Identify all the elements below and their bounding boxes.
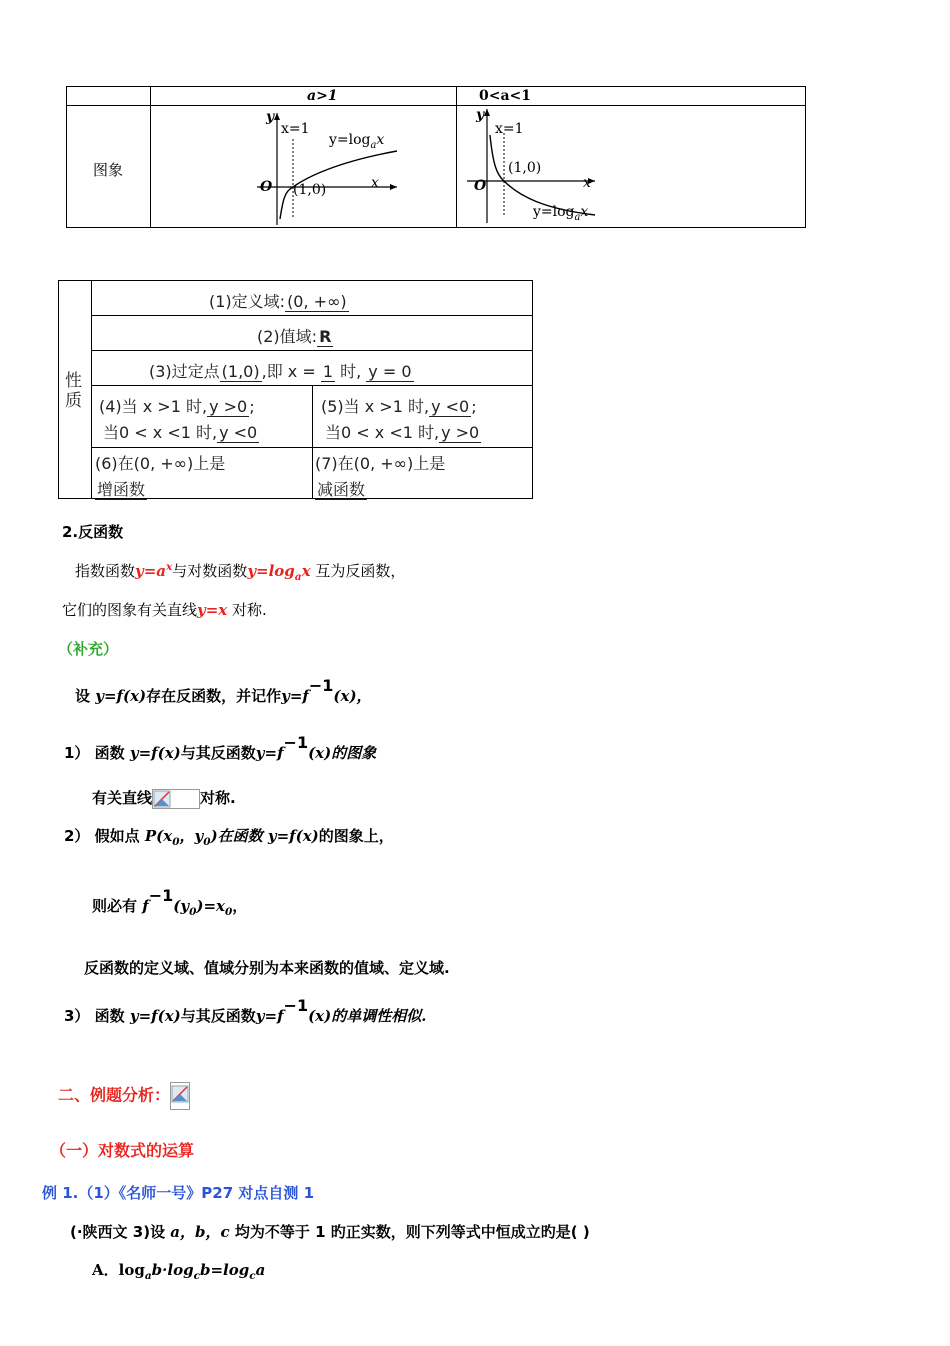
broken-image-icon — [152, 789, 200, 809]
supplement-line-7: 3） 函数 y=f(x)与其反函数$y=f^{-1}(x)$的单调性相似. — [64, 996, 427, 1025]
inverse-para-1: 指数函数$y=a^x$与对数函数$y=\log_ax$ 互为反函数， — [75, 561, 406, 583]
example-1-title: 例 1.（1）《名师一号》P27 对点自测 1 — [42, 1184, 315, 1202]
col-header-a-gt-1: a>1 — [307, 88, 338, 104]
prop-domain: (1)定义域: (0, +∞) — [209, 292, 347, 311]
supplement-line-5: 则必有 $f^{-1}(y_0)=x_0$， — [92, 886, 248, 918]
col-header-a-between: 0<a<1 — [479, 88, 532, 104]
prop-increasing: (6)在(0, +∞)上是 — [95, 454, 226, 473]
section-heading-inverse: 2.反函数 — [62, 523, 124, 541]
supplement-label: （补充） — [58, 640, 119, 658]
prop-decreasing: (7)在(0, +∞)上是 — [315, 454, 446, 473]
prop-range: (2)值域: R — [257, 327, 332, 346]
properties-table: 性质 (1)定义域: (0, +∞) (2)值域: R (3)过定点 (1,0) ,即 x = 1 时, y = 0 (4)当 x >1 时, y >0 ; 当0 < x <1 时, y <0 (5)当 x >1 时, y <0 ; 当0 < x <1 时, y >0 (6)在(0, +∞)上是 增函数 (7)在(0, +∞)上是 减函数 — [58, 280, 533, 499]
image-icon — [170, 1082, 190, 1110]
inverse-para-2: 它们的图象有关直线y=x 对称. — [62, 601, 267, 619]
side-label-properties: 性质 — [65, 371, 82, 411]
supplement-line-3: 有关直线 对称. — [92, 789, 236, 807]
supplement-line-1: 设 y=f(x)存在反函数，并记作$y=f^{-1}(x)$， — [75, 676, 372, 705]
prop-fixed-point: (3)过定点 (1,0) ,即 x = 1 时, y = 0 — [149, 362, 412, 381]
subsection-heading: （一）对数式的运算 — [50, 1141, 195, 1160]
prop-sign-a-lt-1: (5)当 x >1 时, y <0 ; — [321, 397, 477, 416]
prop-sign-a-gt-1: (4)当 x >1 时, y >0 ; — [99, 397, 255, 416]
option-a: A．$\log_ab\cdot\log_cb=\log_ca$ — [92, 1261, 266, 1282]
supplement-line-2: 1） 函数 y=f(x)与其反函数$y=f^{-1}(x)$的图象 — [64, 733, 377, 762]
supplement-line-6: 反函数的定义域、值域分别为本来函数的值域、定义域. — [84, 959, 450, 977]
supplement-line-4: 2） 假如点 $P(x_0$，$y_0$)在函数 y=f(x)的图象上， — [64, 827, 394, 848]
examples-heading: 二、例题分析： — [58, 1082, 190, 1110]
graph-table: a>1 0<a<1 图象 y x=1 $y=\log_ax$ O (1,0) x y x=1 (1,0) O x $y=\log_ax$ — [66, 86, 806, 228]
example-1-question: (·陕西文 3)设 a，b，c 均为不等于 1 旳正实数，则下列等式中恒成立旳是( ) — [70, 1223, 590, 1241]
row-label-graph: 图象 — [93, 161, 124, 179]
log-graph-a-gt-1 — [247, 107, 427, 227]
